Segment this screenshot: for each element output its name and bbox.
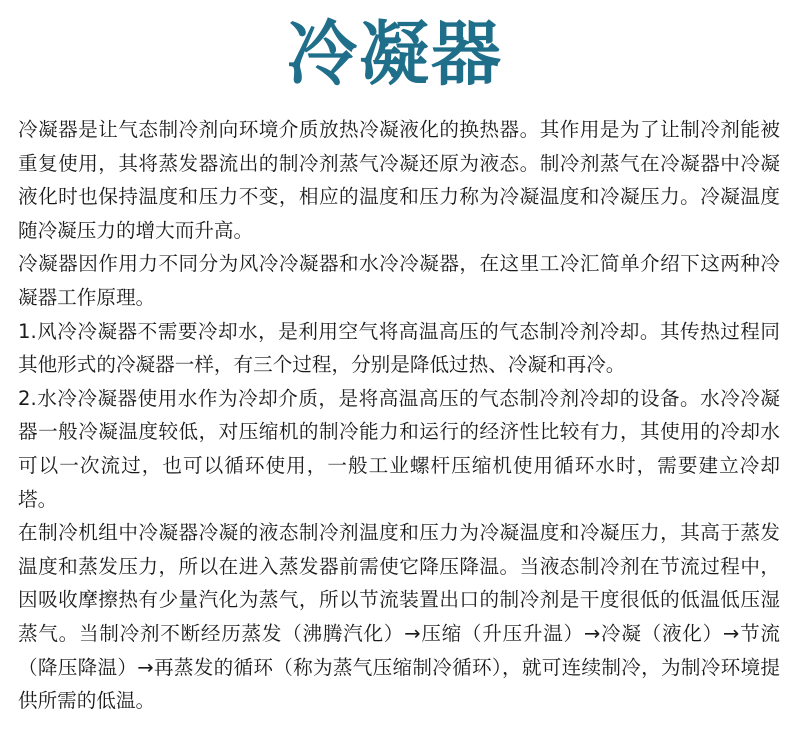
paragraph-water-cooled: 2.水冷冷凝器使用水作为冷却介质，是将高温高压的气态制冷剂冷却的设备。水冷冷凝器一般冷凝温度较低，对压缩机的制冷能力和运行的经济性比较有力，其使用的冷却水可以一次流过，也可以循环使用，一般工业螺杆压缩机使用循环水时，需要建立冷却塔。 xyxy=(18,386,780,511)
paragraph-definition: 冷凝器是让气态制冷剂向环境介质放热冷凝液化的换热器。其作用是为了让制冷剂能被重复使用，其将蒸发器流出的制冷剂蒸气冷凝还原为液态。制冷剂蒸气在冷凝器中冷凝液化时也保持温度和压力不变，相应的温度和压力称为冷凝温度和冷凝压力。冷凝温度随冷凝压力的增大而升高。 xyxy=(18,118,780,242)
paragraph-air-cooled: 1.风冷冷凝器不需要冷却水，是利用空气将高温高压的气态制冷剂冷却。其传热过程同其他形式的冷凝器一样，有三个过程，分别是降低过热、冷凝和再冷。 xyxy=(18,319,780,377)
paragraph-types: 冷凝器因作用力不同分为风冷冷凝器和水冷冷凝器，在这里工冷汇简单介绍下这两种冷凝器工作原理。 xyxy=(18,252,780,309)
page-title: 冷凝器 xyxy=(287,13,503,95)
article-body xyxy=(18,113,780,718)
paragraph-refrigeration-cycle: 在制冷机组中冷凝器冷凝的液态制冷剂温度和压力为冷凝温度和冷凝压力，其高于蒸发温度和蒸发压力，所以在进入蒸发器前需使它降压降温。当液态制冷剂在节流过程中，因吸收摩擦热有少量汽化为蒸气，所以节流装置出口的制冷剂是干度很低的低温低压湿蒸气。当制冷剂不断经历蒸发（沸腾汽化）→压缩（升压升温）→冷凝（液化）→节流（降压降温）→再蒸发的循环（称为蒸气压缩制冷循环），就可连续制冷，为制冷环境提供所需的低温。 xyxy=(18,521,780,713)
